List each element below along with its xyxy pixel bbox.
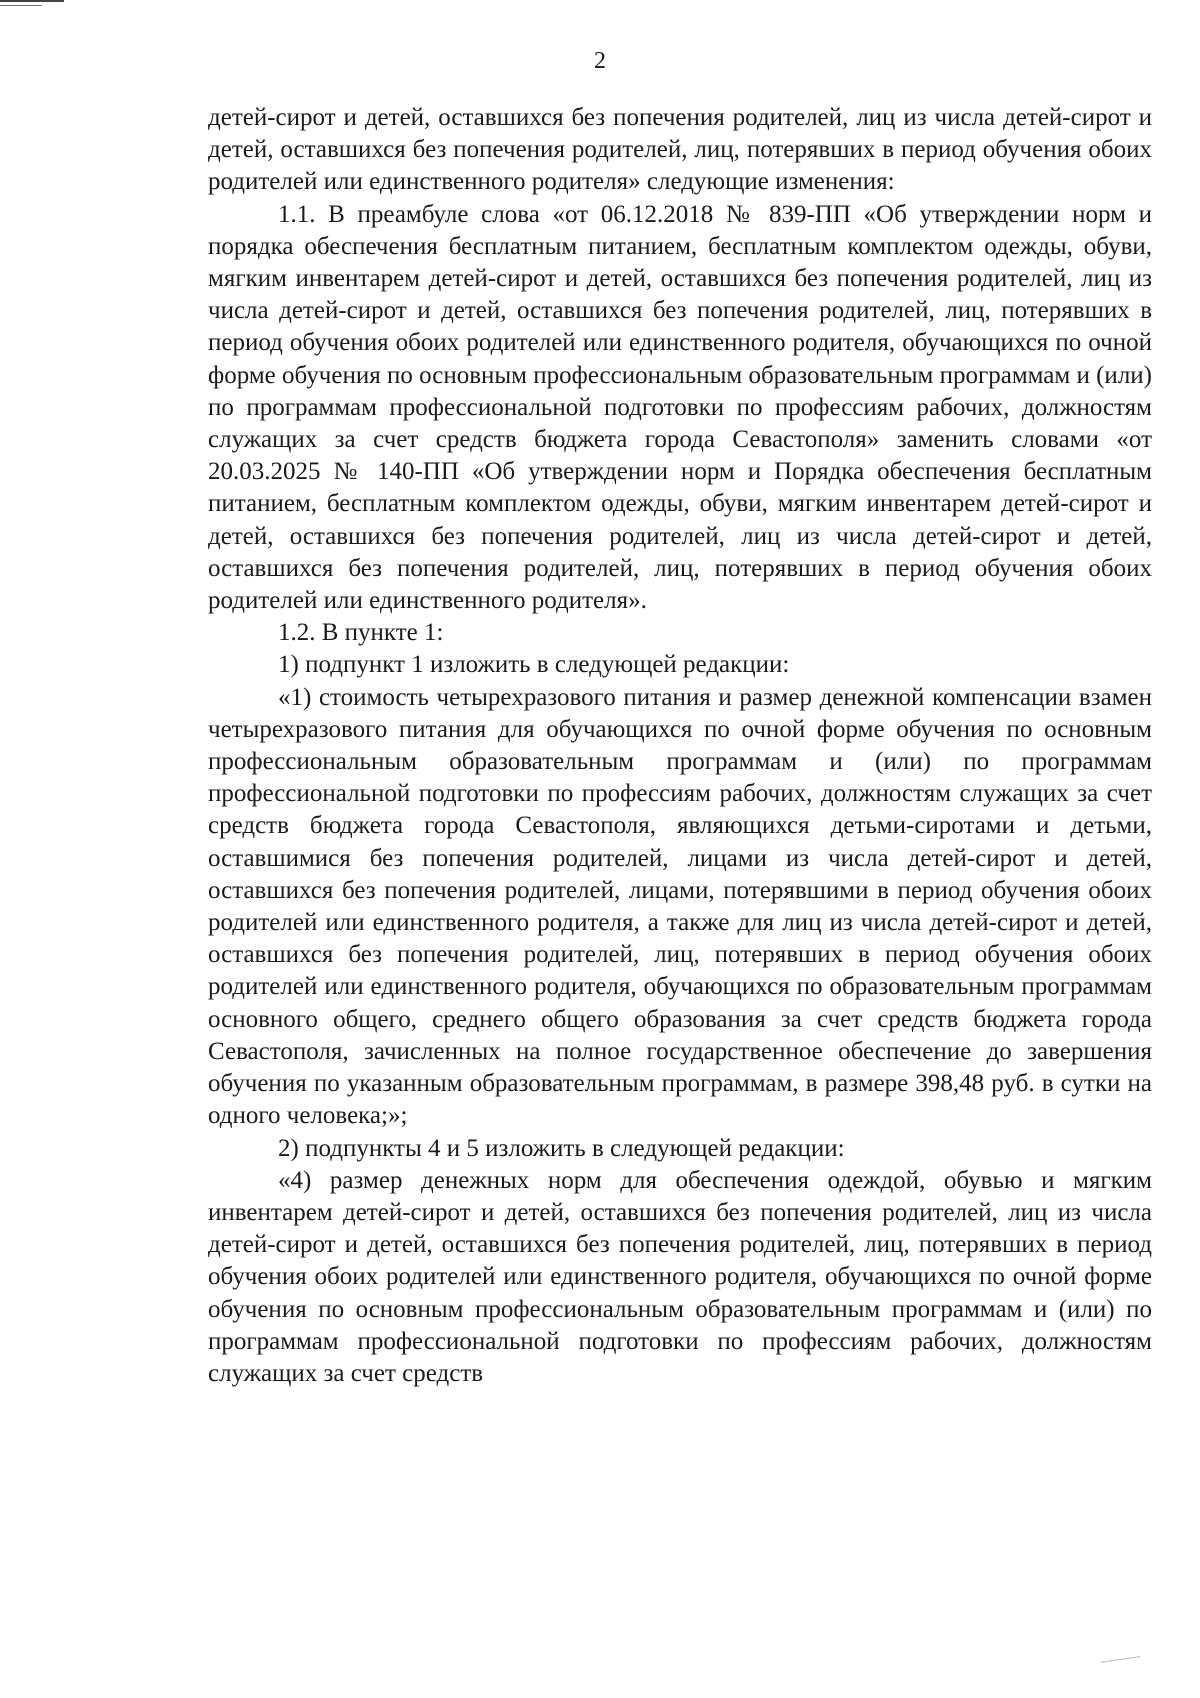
paragraph-subitem-1-heading: 1) подпункт 1 изложить в следующей редакции: (278, 651, 790, 679)
paragraph-1-1-preamble: 1.1. В преамбуле слова «от 06.12.2018 № 839-ПП «Об утверждении норм и порядка обеспечения бесплатным питанием, бесплатным комплектом одежды, обуви, мягким инвентарем детей-сирот и детей, оставшихся без попечения родителей, лиц из числа детей-сирот и детей, оставшихся без попечения родителей, лиц, потерявших в период обучения обоих родителей или единственного родителя, обучающихся по очной форме обучения по основным профессиональным образовательным программам и (или) по программам профессиональной подготовки по профессиям рабочих, должностям служащих за счет средств бюджета города Севастополя» заменить словами «от 20.03.2025 № 140-ПП «Об утверждении норм и Порядка обеспечения бесплатным питанием, бесплатным комплектом одежды, обуви, мягким инвентарем детей-сирот и детей, оставшихся без попечения родителей, лиц из числа детей-сирот и детей, оставшихся без попечения родителей, лиц, потерявших в период обучения обоих родителей или единственного родителя». (208, 200, 1152, 615)
paragraph-subitems-4-5-heading: 2) подпункты 4 и 5 изложить в следующей редакции: (278, 1134, 845, 1162)
paragraph-intro-continuation: детей-сирот и детей, оставшихся без попечения родителей, лиц из числа детей-сирот и детей, оставшихся без попечения родителей, лиц, потерявших в период обучения обоих родителей или единственного родителя» следующие изменения: (208, 104, 1152, 196)
document-body (208, 102, 1152, 1390)
scan-footer-mark (1100, 1648, 1141, 1662)
page-number: 2 (594, 48, 606, 74)
paragraph-subitem-4-text: «4) размер денежных норм для обеспечения одеждой, обувью и мягким инвентарем детей-сирот и детей, оставшихся без попечения родителей, лиц из числа детей-сирот и детей, оставшихся без попечения родителей, лиц, потерявших в период обучения обоих родителей или единственного родителя, обучающихся по очной форме обучения по основным профессиональным образовательным программам и (или) по программам профессиональной подготовки по профессиям рабочих, должностям служащих за счет средств (208, 1166, 1152, 1387)
paragraph-1-2-heading: 1.2. В пункте 1: (278, 619, 444, 647)
paragraph-subitem-1-text: «1) стоимость четырехразового питания и размер денежной компенсации взамен четырехразового питания для обучающихся по очной форме обучения по основным профессиональным образовательным программам и (или) по программам профессиональной подготовки по профессиям рабочих, должностям служащих за счет средств бюджета города Севастополя, являющихся детьми-сиротами и детьми, оставшимися без попечения родителей, лицами из числа детей-сирот и детей, оставшихся без попечения родителей, лицами, потерявшими в период обучения обоих родителей или единственного родителя, а также для лиц из числа детей-сирот и детей, оставшихся без попечения родителей, лиц, потерявших в период обучения обоих родителей или единственного родителя, обучающихся по образовательным программам основного общего, среднего общего образования за счет средств бюджета города Севастополя, зачисленных на полное государственное обеспечение до завершения обучения по указанным образовательным программам, в размере 398,48 руб. в сутки на одного человека;»; (208, 683, 1152, 1130)
scan-corner-mark (0, 0, 64, 6)
